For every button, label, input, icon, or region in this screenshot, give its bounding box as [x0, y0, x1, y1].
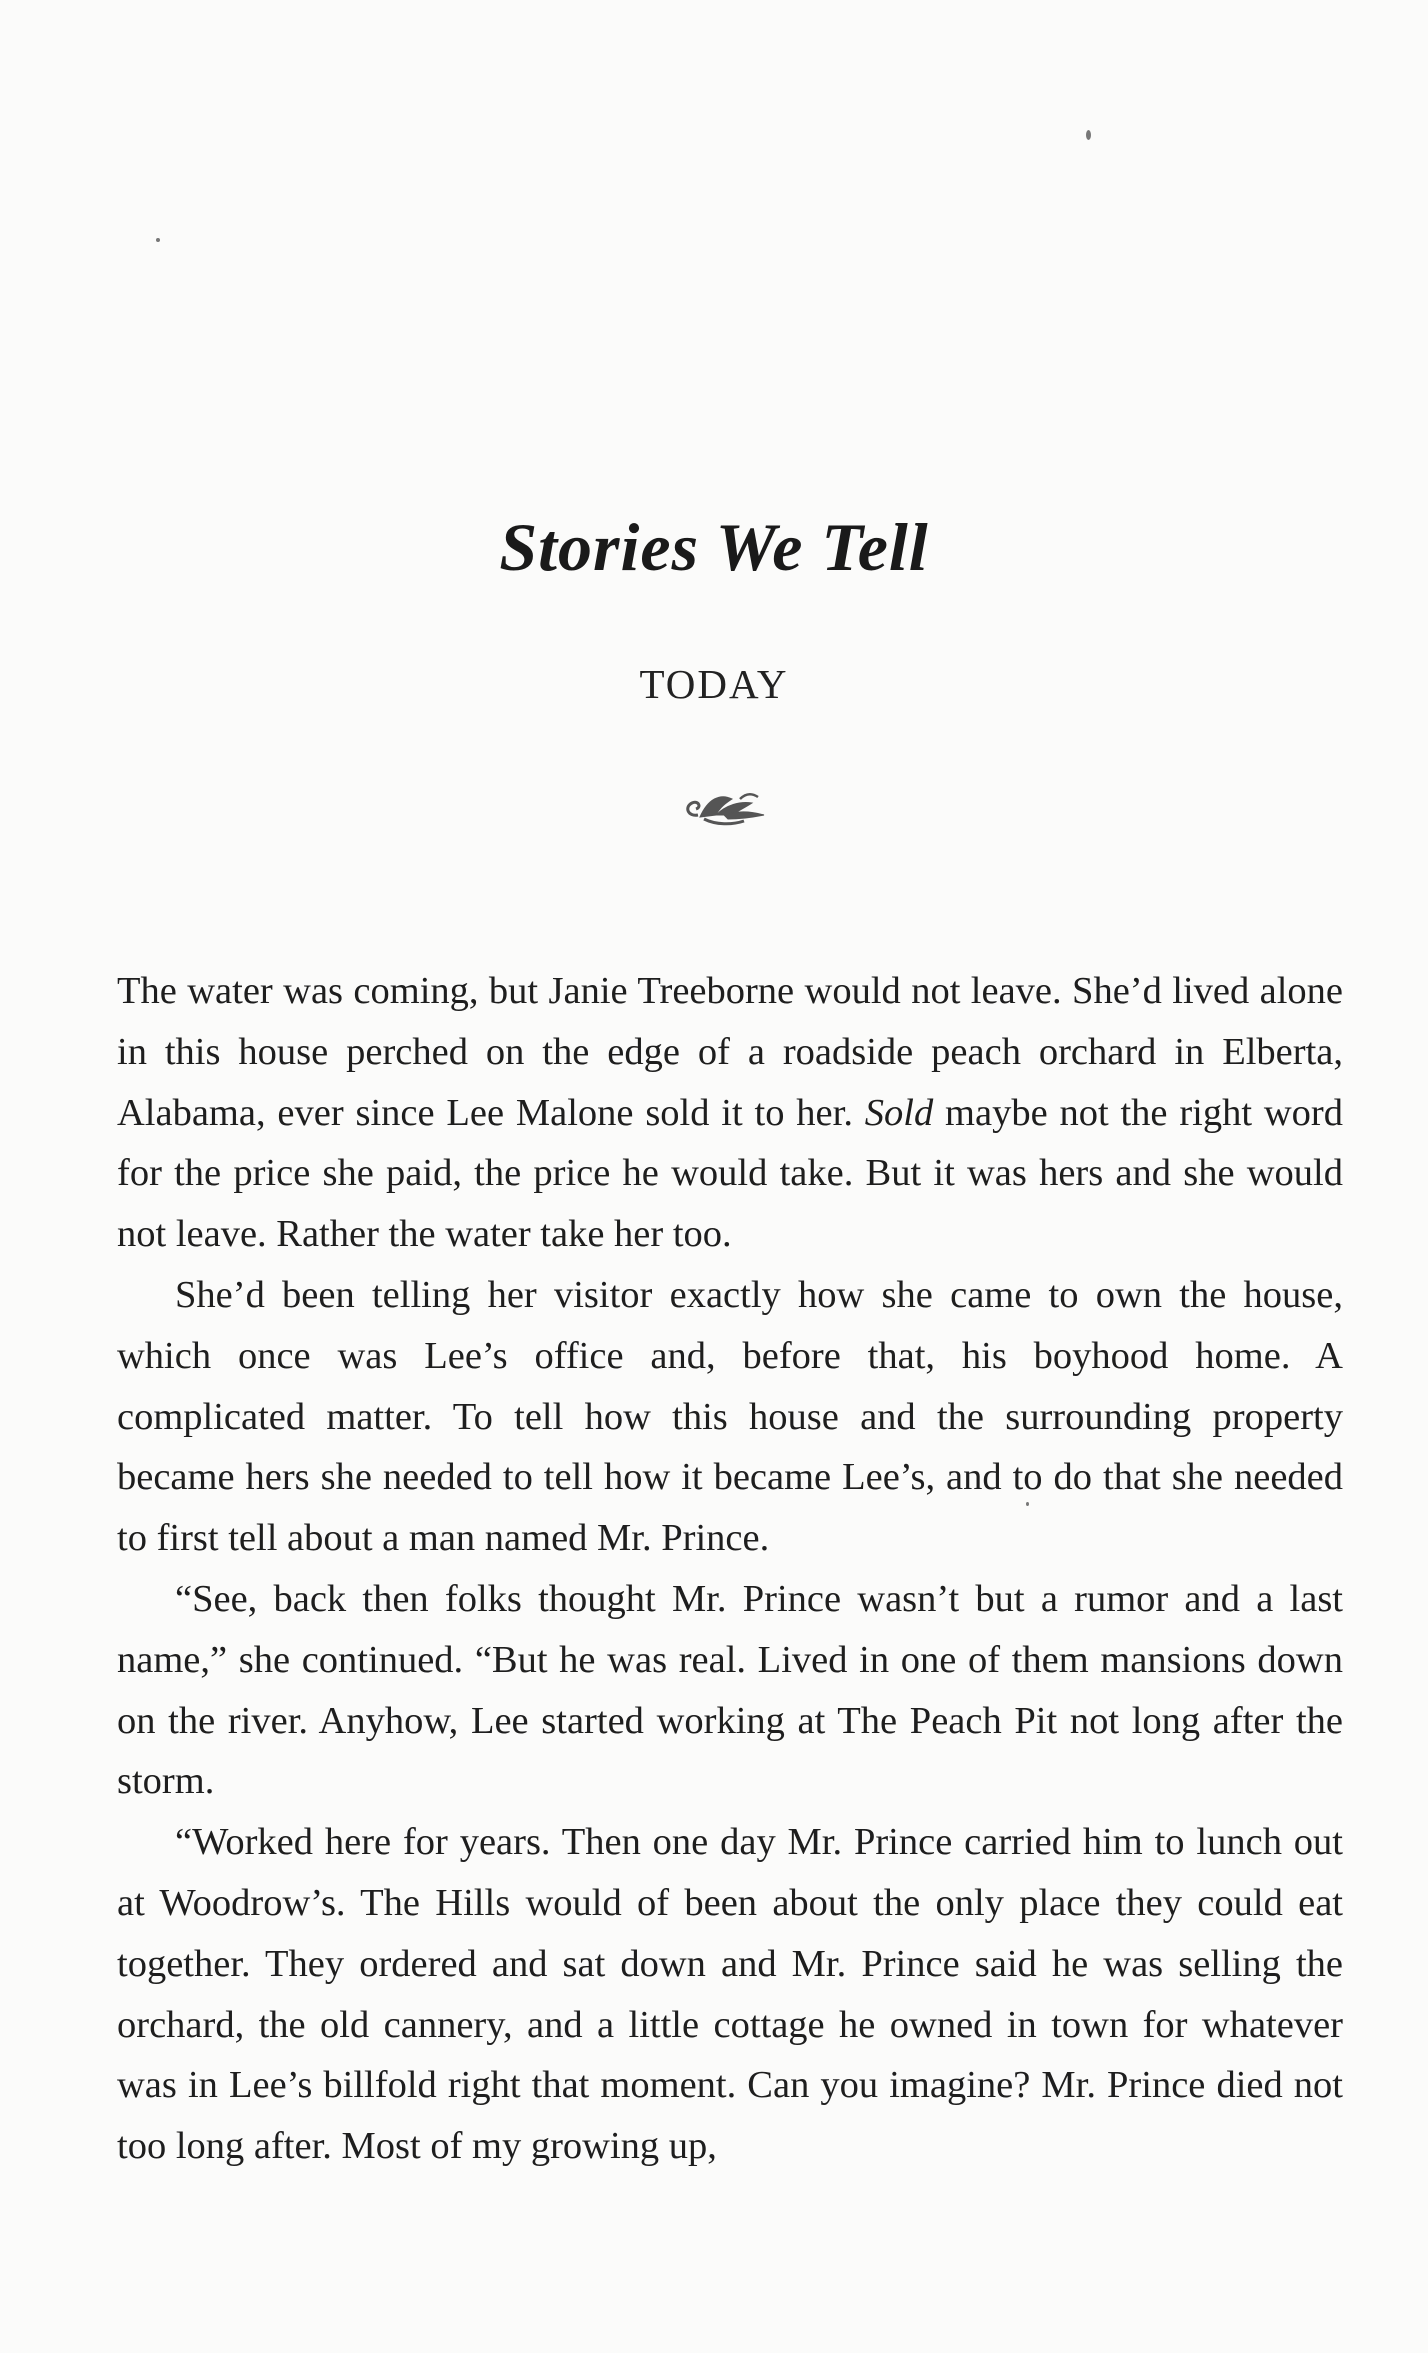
- paragraph-1: [117, 961, 1343, 1265]
- paragraph-2-text: She’d been telling her visitor exactly how she came to own the house, which once was Lee’s office and, before that, his boyhood home. A complicated matter. To tell how this house and the surrounding property became hers she needed to tell how it became Lee’s, and to do that she needed to first tell about a man named Mr. Prince.: [117, 1273, 1343, 1560]
- paragraph-4-text: “Worked here for years. Then one day Mr. Prince carried him to lunch out at Woodrow’s. The Hills would of been about the only place they could eat together. They ordered and sat down and Mr. Prince said he was selling the orchard, the old cannery, and a little cottage he owned in town for whatever was in Lee’s billfold right that moment. Can you imagine? Mr. Prince died not too long after. Most of my growing up,: [117, 1821, 1343, 2168]
- scan-speck: [1026, 1502, 1029, 1506]
- chapter-title: Stories We Tell: [499, 509, 929, 585]
- paragraph-4: [117, 1812, 1343, 2177]
- scan-speck: [156, 238, 160, 242]
- body-text: [117, 961, 1343, 2177]
- paragraph-3-text: “See, back then folks thought Mr. Prince wasn’t but a rumor and a last name,” she continued. “But he was real. Lived in one of them mansions down on the river. Anyhow, Lee started working at The Peach Pit not long after the storm.: [117, 1577, 1343, 1803]
- paragraph-1-italic-word: Sold: [864, 1091, 934, 1134]
- paragraph-2: [117, 1265, 1343, 1569]
- fleuron-ornament-icon: [680, 785, 772, 833]
- chapter-subtitle: TODAY: [639, 661, 789, 707]
- paragraph-1-text-b: maybe not the right word for the price she paid, the price he would take. But it was hers and she would not leave. Rather the water take her too.: [117, 1091, 1343, 1256]
- paragraph-1-text-a: The water was coming, but Janie Treeborne would not leave. She’d lived alone in this house perched on the edge of a roadside peach orchard in Elberta, Alabama, ever since Lee Malone sold it to her.: [117, 970, 1343, 1134]
- scan-speck: [1086, 130, 1091, 140]
- paragraph-3: [117, 1569, 1343, 1812]
